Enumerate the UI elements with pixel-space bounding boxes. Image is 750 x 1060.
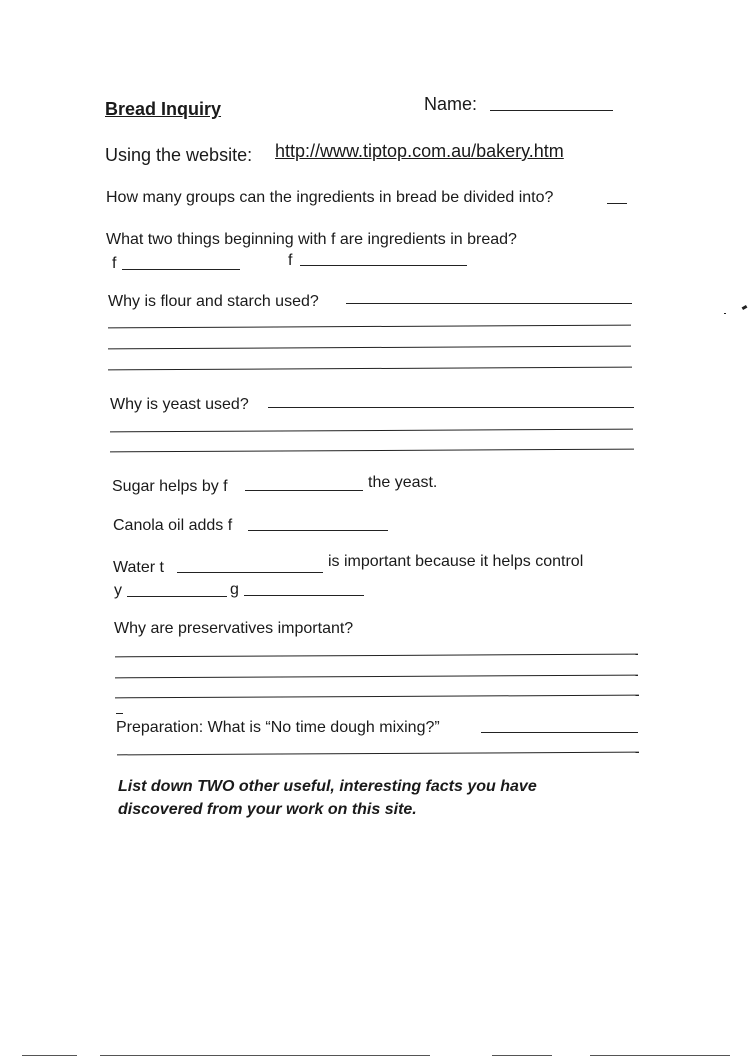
answer-line-ingredient-groups [607,203,627,204]
answer-line-water-g [244,595,364,596]
answer-line-canola-oil [248,530,388,531]
question-water-prefix: Water t [113,559,164,576]
answer-line-no-time-dough-2 [117,752,639,756]
answer-line-no-time-dough-1 [481,732,638,733]
scan-mark-right [742,305,748,310]
facts-instruction-line-1: List down TWO other useful, interesting facts you have [118,778,537,795]
question-yeast: Why is yeast used? [110,396,249,413]
question-preservatives: Why are preservatives important? [114,620,354,637]
answer-line-flour-starch-2 [108,325,631,329]
question-water-suffix: is important because it helps control [328,553,584,570]
bottom-edge-line-2 [100,1055,430,1056]
scan-dot-right [724,313,726,314]
answer-line-flour-starch-3 [108,346,631,350]
question-no-time-dough: Preparation: What is “No time dough mixing?” [116,719,440,736]
answer-line-yeast-1 [268,407,634,408]
worksheet-title: Bread Inquiry [105,99,222,119]
answer-line-preservatives-3 [115,695,639,699]
water-g-prefix: g [230,581,239,598]
answer-line-water-t [177,572,323,573]
question-sugar-prefix: Sugar helps by f [112,478,228,495]
stray-mark [116,713,123,714]
name-answer-line [490,110,613,111]
water-y-prefix: y [114,582,122,599]
f-ingredient-1-prefix: f [112,255,117,272]
question-ingredient-groups: How many groups can the ingredients in bread be divided into? [106,189,554,206]
bottom-edge-line-4 [590,1055,730,1056]
answer-line-flour-starch-1 [346,303,632,304]
facts-instruction-line-2: discovered from your work on this site. [118,801,417,818]
website-url[interactable]: http://www.tiptop.com.au/bakery.htm [275,141,564,161]
f-ingredient-2-prefix: f [288,252,293,269]
answer-line-f-ingredient-2 [300,265,467,266]
question-canola-oil: Canola oil adds f [113,517,233,534]
answer-line-preservatives-1 [115,654,638,658]
answer-line-sugar [245,490,363,491]
name-label: Name: [424,94,478,114]
bottom-edge-line-3 [492,1055,552,1056]
answer-line-flour-starch-4 [108,367,632,371]
answer-line-yeast-3 [110,449,634,453]
answer-line-preservatives-2 [115,675,638,679]
bottom-edge-line-1 [22,1055,77,1056]
question-flour-starch: Why is flour and starch used? [108,293,319,310]
answer-line-yeast-2 [110,429,633,433]
answer-line-f-ingredient-1 [122,269,240,270]
website-prefix: Using the website: [105,145,253,165]
answer-line-water-y [127,596,227,597]
question-sugar-suffix: the yeast. [368,474,438,491]
question-f-ingredients: What two things beginning with f are ingredients in bread? [106,231,517,248]
